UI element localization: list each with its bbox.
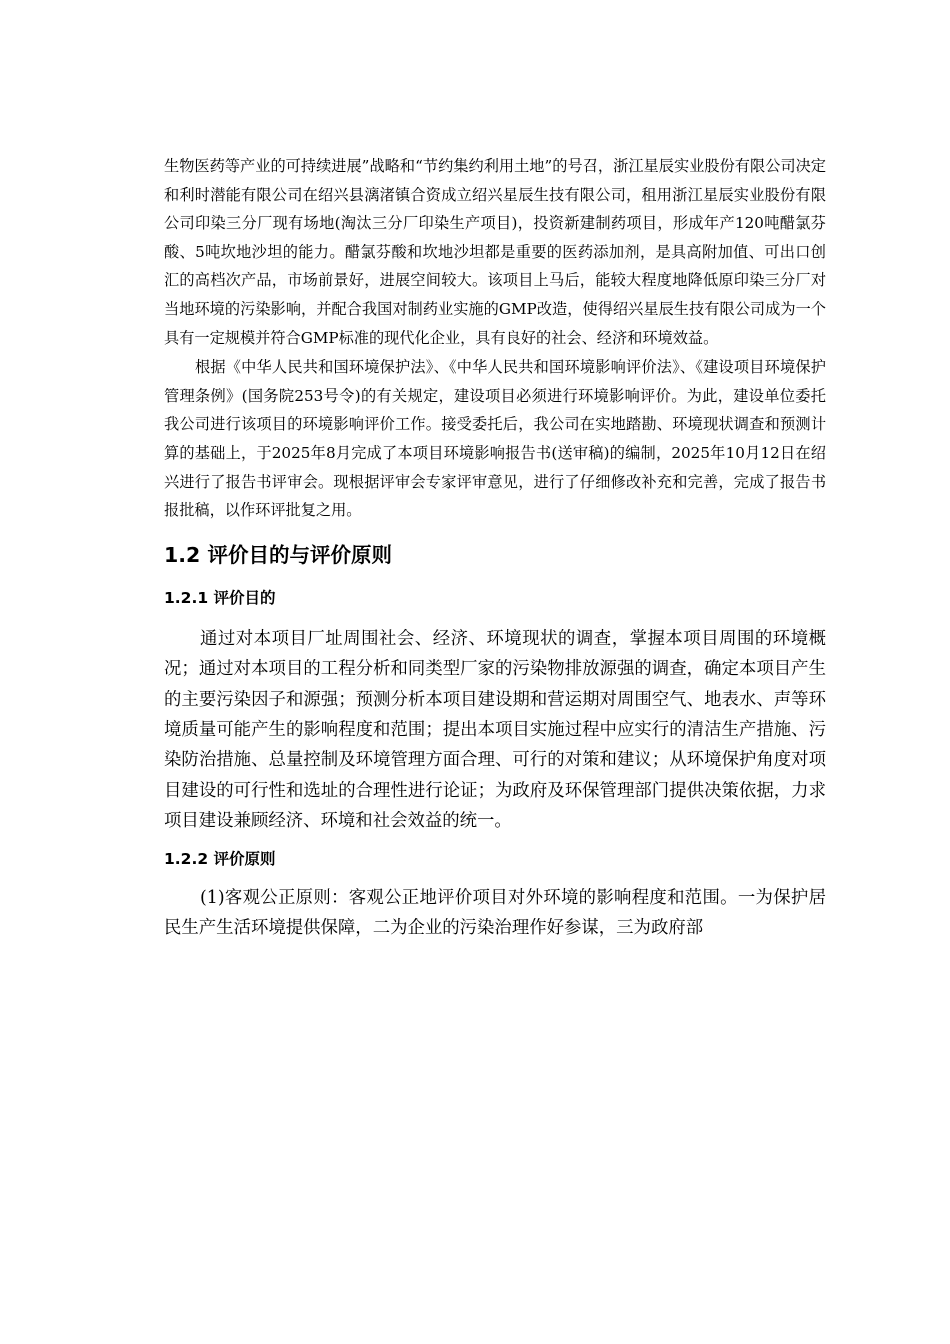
principles-paragraph: (1)客观公正原则：客观公正地评价项目对外环境的影响程度和范围。一为保护居民生产生活环境提供保障，二为企业的污染治理作好参谋，三为政府部	[164, 887, 826, 938]
intro-paragraph: 生物医药等产业的可持续进展”战略和“节约集约利用土地”的号召，浙江星辰实业股份有限公司决定和利时潜能有限公司在绍兴县漓渚镇合资成立绍兴星辰生技有限公司，租用浙江星辰实业股份有限公司印染三分厂现有场地(淘汰三分厂印染生产项目)，投资新建制药项目，形成年产120吨醋氯芬酸、5吨坎地沙坦的能力。醋氯芬酸和坎地沙坦都是重要的医药添加剂，是具高附加值、可出口创汇的高档次产品，市场前景好，进展空间较大。该项目上马后，能较大程度地降低原印染三分厂对当地环境的污染影响，并配合我国对制药业实施的GMP改造，使得绍兴星辰生技有限公司成为一个具有一定规模并符合GMP标准的现代化企业，具有良好的社会、经济和环境效益。	[164, 157, 826, 347]
purpose-paragraph: 通过对本项目厂址周围社会、经济、环境现状的调查，掌握本项目周围的环境概况；通过对本项目的工程分析和同类型厂家的污染物排放源强的调查，确定本项目产生的主要污染因子和源强；预测分析本项目建设期和营运期对周围空气、地表水、声等环境质量可能产生的影响程度和范围；提出本项目实施过程中应实行的清洁生产措施、污染防治措施、总量控制及环境管理方面合理、可行的对策和建议；从环境保护角度对项目建设的可行性和选址的合理性进行论证；为政府及环保管理部门提供决策依据，力求项目建设兼顾经济、环境和社会效益的统一。	[164, 628, 826, 832]
legal-basis-paragraph: 根据《中华人民共和国环境保护法》、《中华人民共和国环境影响评价法》、《建设项目环境保护管理条例》(国务院253号令)的有关规定，建设项目必须进行环境影响评价。为此，建设单位委托我公司进行该项目的环境影响评价工作。接受委托后，我公司在实地踏勘、环境现状调查和预测计算的基础上，于2025年8月完成了本项目环境影响报告书(送审稿)的编制，2025年10月12日在绍兴进行了报告书评审会。现根据评审会专家评审意见，进行了仔细修改补充和完善，完成了报告书报批稿，以作环评批复之用。	[164, 358, 826, 520]
subsection-heading-purpose: 1.2.1 评价目的	[164, 588, 276, 607]
subsection-heading-principles: 1.2.2 评价原则	[164, 849, 276, 868]
document-page	[164, 152, 826, 943]
section-heading: 1.2 评价目的与评价原则	[164, 542, 392, 567]
